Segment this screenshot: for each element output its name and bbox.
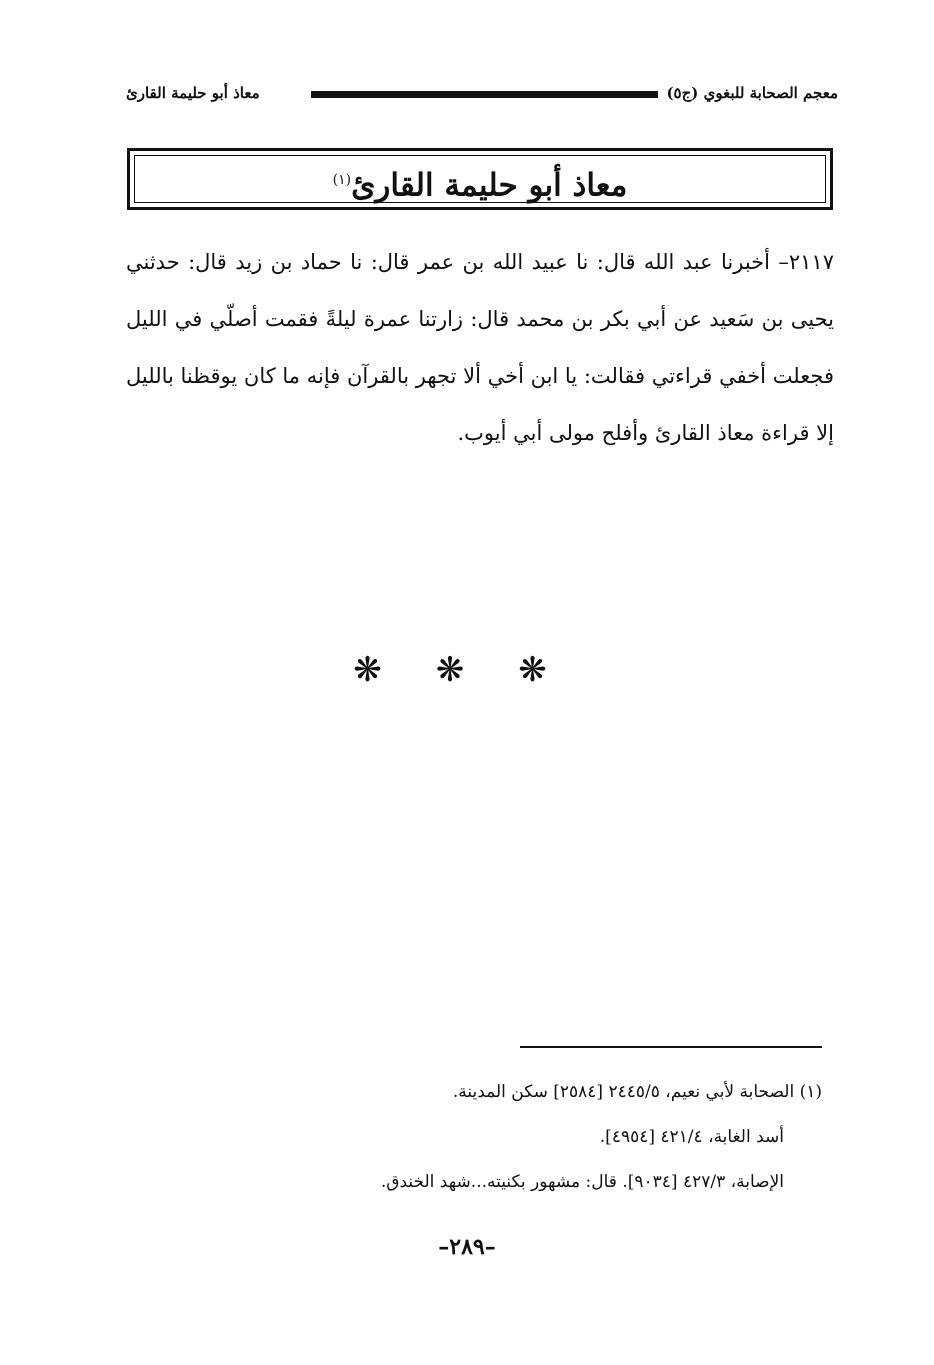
separator-star-icon: ❋ <box>435 650 499 690</box>
hadith-text: ٢١١٧– أخبرنا عبد الله قال: نا عبيد الله بن عمر قال: نا حماد بن زيد قال: حدثني يحيى بن سَعيد عن أبي بكر بن محمد قال: زارتنا عمرة ليلةً فقمت أصلّي في الليل فجعلت أخفي قراءتي فقالت: يا ابن أخي ألا تجهر بالقرآن فإنه ما كان يوقظنا بالليل إلا قراءة معاذ القارئ وأفلح مولى أبي أيوب. <box>126 250 834 445</box>
separator-star-icon: ❋ <box>353 650 416 690</box>
footnote-line: الإصابة، ٤٢٧/٣ [٩٠٣٤]. قال: مشهور بكنيته...شهد الخندق. <box>380 1172 784 1192</box>
separator-star-icon: ❋ <box>518 650 581 690</box>
footnote-line: (١) الصحابة لأبي نعيم، ٢٤٤٥/٥ [٢٥٨٤] سكن المدينة. <box>452 1082 822 1102</box>
title-footnote-marker: (١) <box>332 172 352 188</box>
running-head-rule <box>311 91 658 98</box>
entry-title-text: معاذ أبو حليمة القارئ <box>351 167 628 204</box>
title-frame <box>127 148 833 210</box>
section-separator <box>0 650 934 690</box>
running-head <box>126 82 838 110</box>
footnotes <box>222 1070 822 1205</box>
page-number: –٢٨٩– <box>438 1234 496 1260</box>
running-head-book-title: معجم الصحابة للبغوي (ج٥) <box>666 84 838 102</box>
footnote-line: أسد الغابة، ٤٢١/٤ [٤٩٥٤]. <box>599 1127 784 1147</box>
entry-title <box>130 159 830 206</box>
hadith-paragraph <box>126 234 834 462</box>
footnote-rule <box>520 1046 822 1048</box>
running-head-chapter-title: معاذ أبو حليمة القارئ <box>126 84 260 102</box>
